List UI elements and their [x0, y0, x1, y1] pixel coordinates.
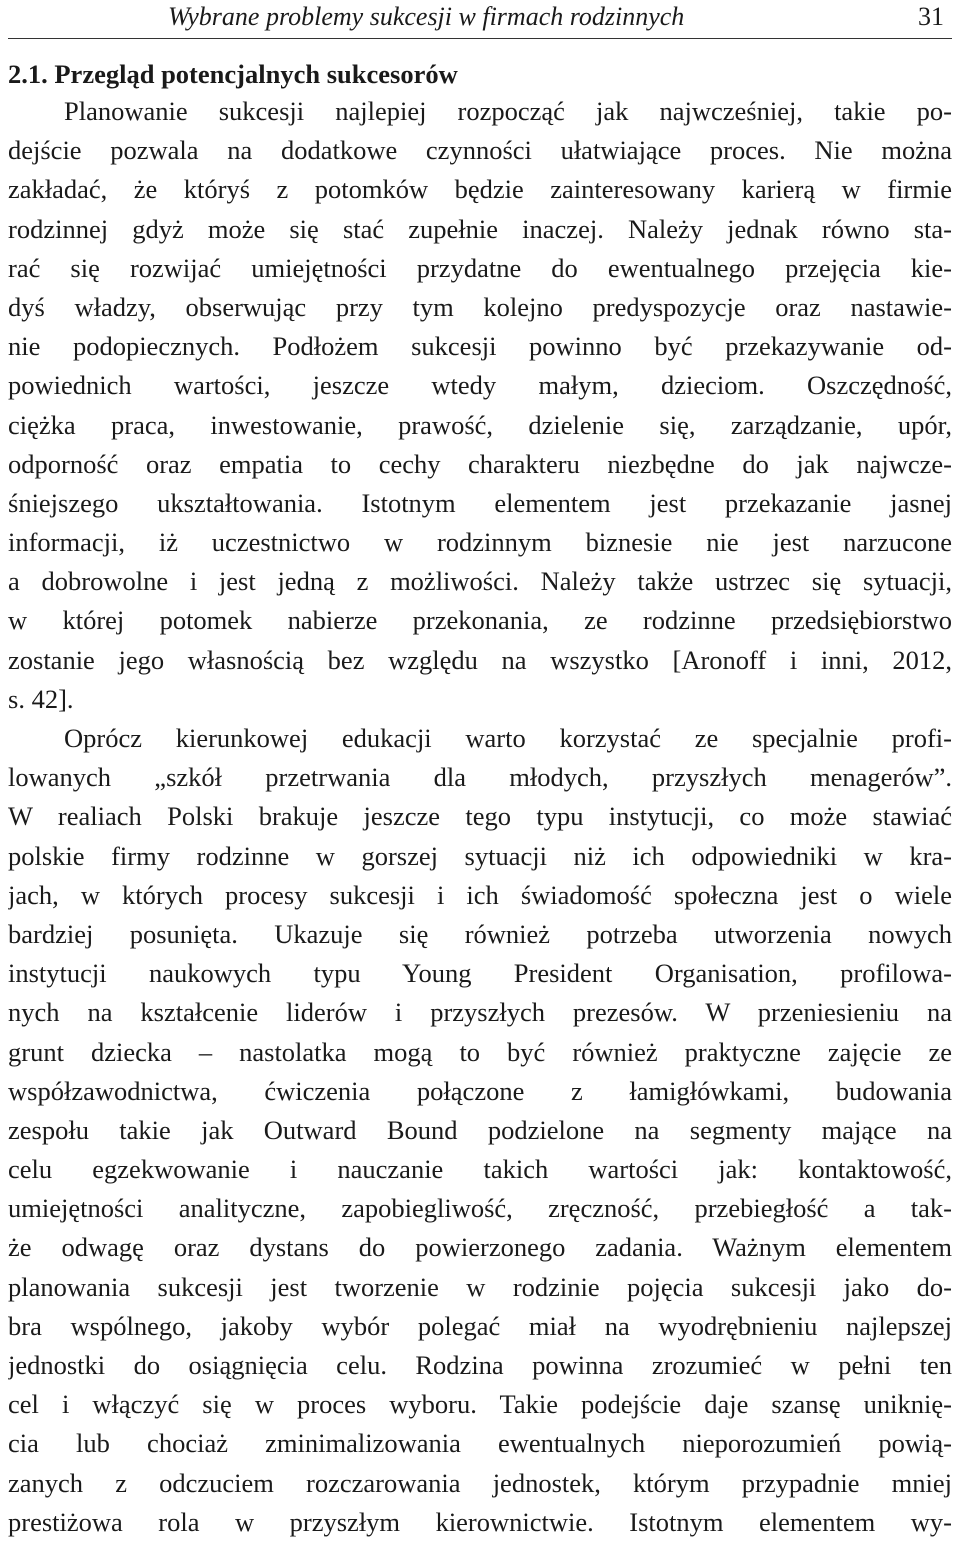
- text-line: W realiach Polski brakuje jeszcze tego typu instytucji, co może stawiać: [8, 801, 952, 832]
- text-line: zakładać, że któryś z potomków będzie zainteresowany karierą w firmie: [8, 174, 952, 205]
- text-line: s. 42].: [8, 683, 74, 714]
- text-line: współzawodnictwa, ćwiczenia połączone z łamigłówkami, budowania: [8, 1075, 952, 1106]
- text-line: ciężka praca, inwestowanie, prawość, dzielenie się, zarządzanie, upór,: [8, 409, 952, 440]
- section-heading: 2.1. Przegląd potencjalnych sukcesorów: [8, 59, 458, 89]
- text-line: grunt dziecka – nastolatka mogą to być również praktyczne zajęcie ze: [8, 1036, 952, 1067]
- text-line: zostanie jego własnością bez względu na wszystko [Aronoff i inni, 2012,: [8, 644, 952, 675]
- text-line: rodzinnej gdyż może się stać zupełnie inaczej. Należy jednak równo sta-: [8, 213, 952, 244]
- text-line: instytucji naukowych typu Young President Organisation, profilowa-: [8, 958, 952, 989]
- text-line: zespołu takie jak Outward Bound podzielone na segmenty mające na: [8, 1114, 952, 1145]
- paragraph: [8, 719, 952, 1542]
- text-line: nie podopiecznych. Podłożem sukcesji powinno być przekazywanie od-: [8, 331, 952, 362]
- text-line: a dobrowolne i jest jedną z możliwości. Należy także ustrzec się sytuacji,: [8, 566, 952, 597]
- text-line: cia lub chociaż zminimalizowania ewentualnych nieporozumień powią-: [8, 1428, 952, 1459]
- text-line: powiednich wartości, jeszcze wtedy małym, dzieciom. Oszczędność,: [8, 370, 952, 401]
- text-line: jach, w których procesy sukcesji i ich świadomość społeczna jest o wiele: [8, 879, 952, 910]
- text-line: prestiżowa rola w przyszłym kierownictwie. Istotnym elementem wy-: [8, 1506, 952, 1537]
- text-line: celu egzekwowanie i nauczanie takich wartości jak: kontaktowość,: [8, 1154, 952, 1185]
- text-line: planowania sukcesji jest tworzenie w rodzinie pojęcia sukcesji jako do-: [8, 1271, 952, 1302]
- text-line: umiejętności analityczne, zapobiegliwość, zręczność, przebiegłość a tak-: [8, 1193, 952, 1224]
- text-line: odporność oraz empatia to cechy charakteru niezbędne do jak najwcze-: [8, 448, 952, 479]
- page-number: 31: [918, 2, 944, 31]
- text-line: Oprócz kierunkowej edukacji warto korzystać ze specjalnie profi-: [64, 723, 952, 753]
- text-line: bra wspólnego, jakoby wybór polegać miał na wyodrębnieniu najlepszej: [8, 1310, 952, 1341]
- text-line: lowanych „szkół przetrwania dla młodych, przyszłych menagerów”.: [8, 762, 952, 793]
- text-line: śniejszego ukształtowania. Istotnym elementem jest przekazanie jasnej: [8, 487, 952, 518]
- text-line: Planowanie sukcesji najlepiej rozpocząć jak najwcześniej, takie po-: [64, 96, 952, 126]
- body-text: [8, 92, 952, 1542]
- text-line: rać się rozwijać umiejętności przydatne do ewentualnego przejęcia kie-: [8, 252, 952, 283]
- text-line: nych na kształcenie liderów i przyszłych prezesów. W przeniesieniu na: [8, 997, 952, 1028]
- text-line: dyś władzy, obserwując przy tym kolejno predyspozycje oraz nastawie-: [8, 291, 952, 322]
- text-line: w której potomek nabierze przekonania, ze rodzinne przedsiębiorstwo: [8, 605, 952, 636]
- text-line: informacji, iż uczestnictwo w rodzinnym biznesie nie jest narzucone: [8, 527, 952, 558]
- running-title: Wybrane problemy sukcesji w firmach rodzinnych: [168, 2, 685, 31]
- text-line: cel i włączyć się w proces wyboru. Takie podejście daje szansę uniknię-: [8, 1389, 952, 1420]
- text-line: jednostki do osiągnięcia celu. Rodzina powinna zrozumieć w pełni ten: [8, 1350, 952, 1380]
- paragraph: [8, 92, 952, 719]
- text-line: polskie firmy rodzinne w gorszej sytuacji niż ich odpowiedniki w kra-: [8, 840, 952, 871]
- text-line: bardziej posunięta. Ukazuje się również potrzeba utworzenia nowych: [8, 918, 952, 949]
- text-line: dejście pozwala na dodatkowe czynności ułatwiające proces. Nie można: [8, 135, 952, 166]
- text-line: że odwagę oraz dystans do powierzonego zadania. Ważnym elementem: [8, 1232, 952, 1263]
- running-header: [8, 0, 952, 39]
- text-line: zanych z odczuciem rozczarowania jednostek, którym przypadnie mniej: [8, 1467, 952, 1498]
